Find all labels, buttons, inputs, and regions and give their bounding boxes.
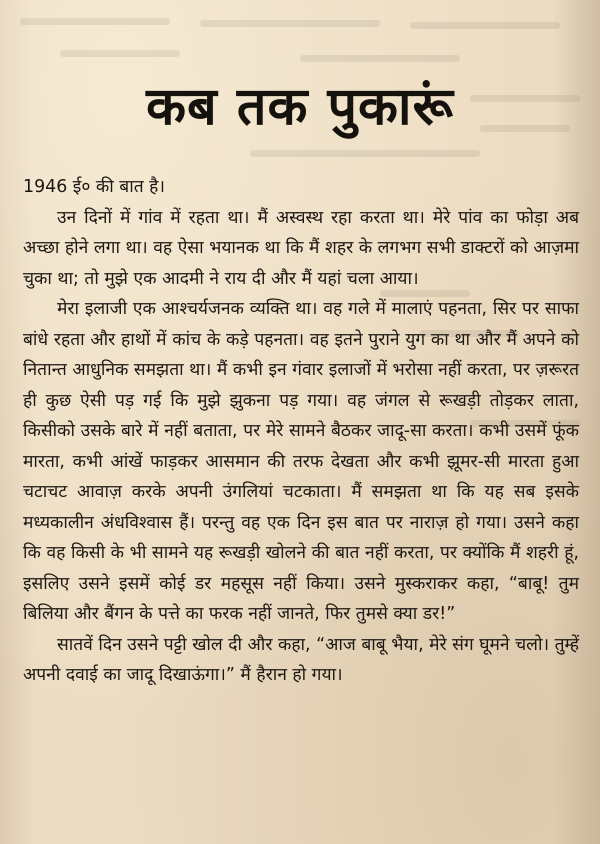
- paragraph-date: 1946 ई० की बात है।: [23, 177, 165, 197]
- page-title: कब तक पुकारूं: [146, 77, 454, 137]
- paragraph: मेरा इलाजी एक आश्चर्यजनक व्यक्ति था। वह गले में मालाएं पहनता, सिर पर साफा बांधे रहता और हाथों में कांच के कड़े पहनता। वह इतने पुराने युग का था और मैं अपने को नितान्त आधुनिक समझता था। मैं कभी इन गंवार इलाजों में भरोसा नहीं करता, पर ज़रूरत ही कुछ ऐसी पड़ गई कि मुझे झुकना पड़ गया। वह जंगल से रूखड़ी तोड़कर लाता, किसीको उसके बारे में नहीं बताता, पर मेरे सामने बैठकर जादू-सा करता। कभी उसमें फूंक मारता, कभी आंखें फाड़कर आसमान की तरफ देखता और कभी झूमर-सी मारता हुआ चटाचट आवाज़ करके अपनी उंगलियां चटकाता। मैं समझता था कि यह सब इसके मध्यकालीन अंधविश्वास हैं। परन्तु वह एक दिन इस बात पर नाराज़ हो गया। उसने कहा कि वह किसी के भी सामने यह रूखड़ी खोलने की बात नहीं करता, पर क्योंकि मैं शहरी हूं, इसलिए उसने इसमें कोई डर महसूस नहीं किया। उसने मुस्कराकर कहा, “बाबू! तुम बिलिया और बैंगन के पत्ते का फरक नहीं जानते, फिर तुमसे क्या डर!”: [23, 299, 579, 624]
- paragraph: सातवें दिन उसने पट्टी खोल दी और कहा, “आज बाबू भैया, मेरे संग घूमने चलो। तुम्हें अपनी दवाई का जादू दिखाऊंगा।” मैं हैरान हो गया।: [23, 634, 579, 685]
- paragraph: उन दिनों में गांव में रहता था। मैं अस्वस्थ रहा करता था। मेरे पांव का फोड़ा अब अच्छा होने लगा था। वह ऐसा भयानक था कि मैं शहर के लगभग सभी डाक्टरों को आज़मा चुका था; तो मुझे एक आदमी ने राय दी और मैं यहां चला आया।: [23, 207, 579, 289]
- body-text: [23, 172, 579, 691]
